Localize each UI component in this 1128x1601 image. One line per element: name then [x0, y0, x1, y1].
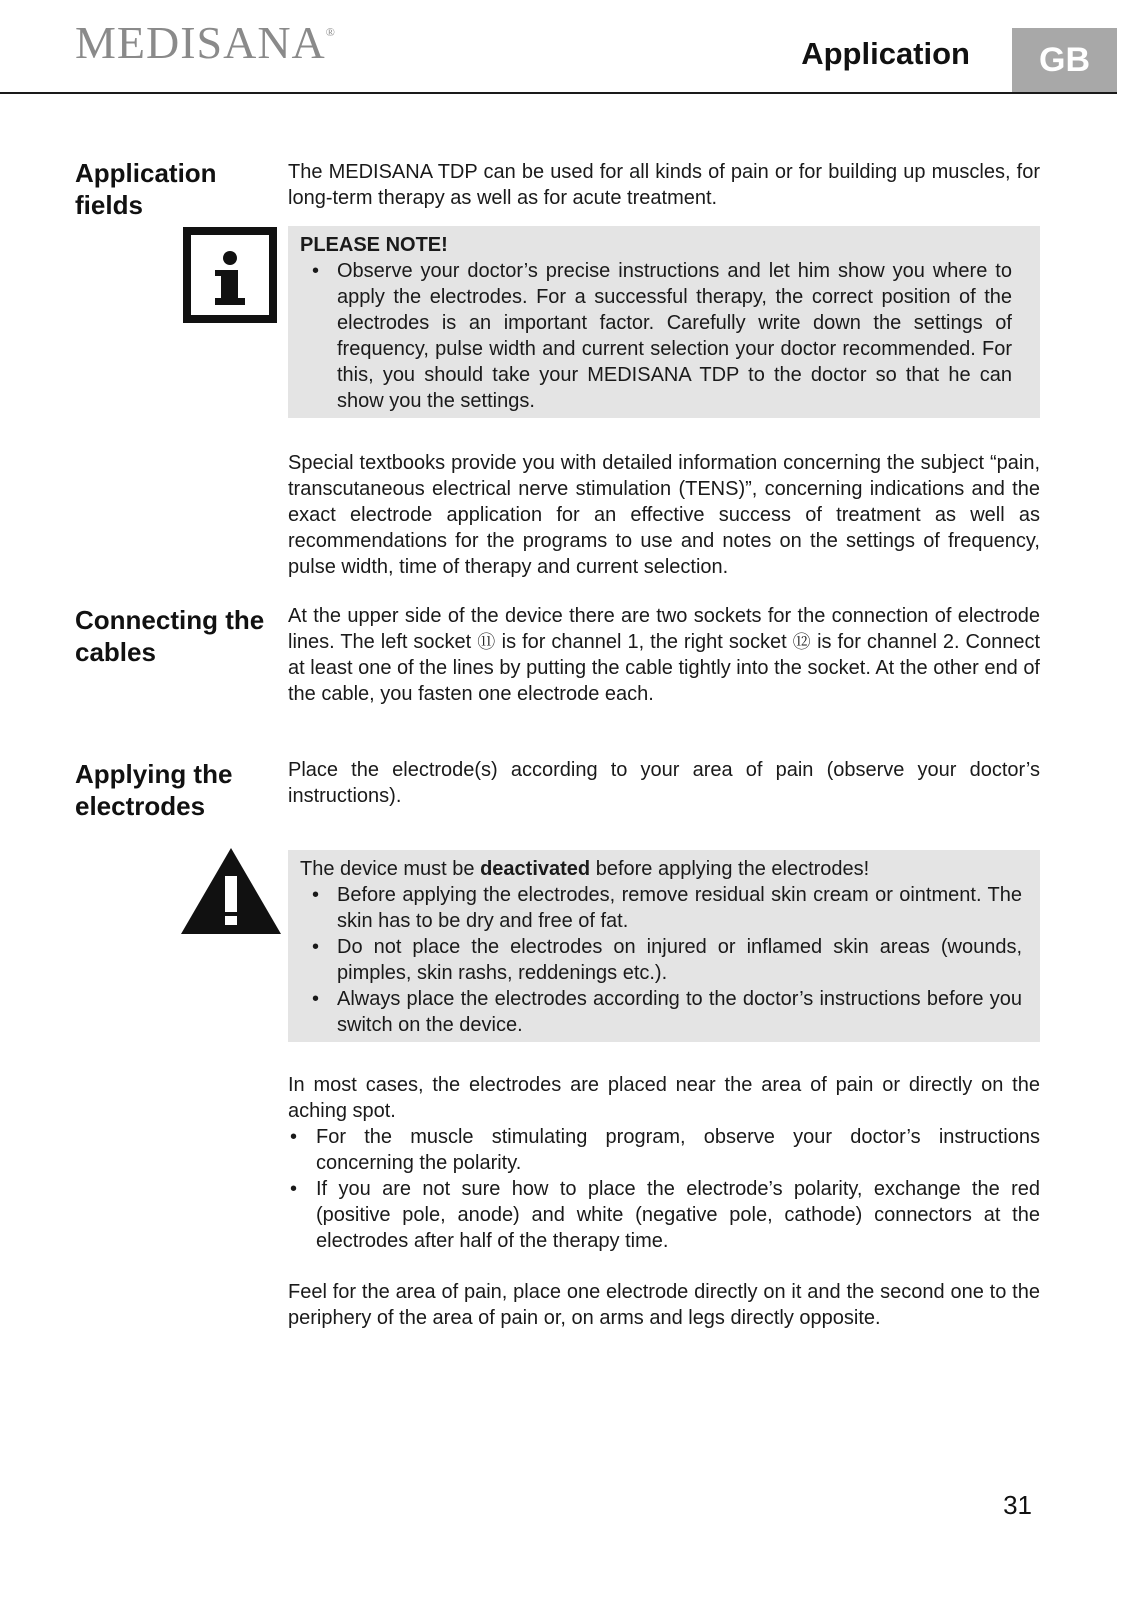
textbooks-paragraph: Special textbooks provide you with detailed information concerning the subject “pain, transcutaneous electrical nerve stimulation (TENS)”, concerning indications and the exact electrode application for an effective success of treatment as well as recommendations for the programs to use and notes on the settings of frequency, pulse width, time of therapy and current selection. — [288, 452, 1040, 578]
placement-item: • If you are not sure how to place the electrode’s polarity, exchange the red (positive pole, anode) and white (negative pole, cathode) connectors at the electrodes after half of the therapy time. — [288, 1176, 1040, 1254]
section-heading-application-fields: Application fields — [75, 158, 217, 220]
warning-item: • Do not place the electrodes on injured or inflamed skin areas (wounds, pimples, skin rashs, reddenings etc.). — [300, 934, 1022, 986]
section-heading-connecting-cables: Connecting the cables — [75, 605, 265, 667]
applying-electrodes-intro: Place the electrode(s) according to your area of pain (observe your doctor’s instructions). — [288, 759, 1040, 807]
deactivate-warning-box — [288, 850, 1040, 1042]
warning-emphasis: deactivated — [480, 858, 591, 880]
warning-list — [300, 882, 1022, 1038]
connecting-cables-paragraph: At the upper side of the device there are two sockets for the connection of electrode lines. The left socket ⑪ is for channel 1, the right socket ⑫ is for channel 2. Connect at least one of the lines by putting the cable tightly into the socket. At the other end of the cable, you fasten one electrode each. — [288, 605, 1041, 705]
placement-paragraph: In most cases, the electrodes are placed near the area of pain or directly on the aching spot. — [288, 1074, 1040, 1122]
feel-area-paragraph: Feel for the area of pain, place one electrode directly on it and the second one to the periphery of the area of pain or, on arms and legs directly opposite. — [288, 1281, 1040, 1329]
please-note-box — [288, 226, 1040, 418]
page-number: 31 — [1003, 1490, 1032, 1520]
warning-item: • Before applying the electrodes, remove residual skin cream or ointment. The skin has to be dry and free of fat. — [300, 882, 1022, 934]
section-heading-applying-electrodes: Applying the electrodes — [75, 759, 233, 821]
header-divider — [0, 92, 1117, 94]
info-icon — [183, 227, 277, 323]
logo-text: MEDISANA — [75, 17, 326, 68]
language-badge: GB — [1012, 28, 1117, 93]
registered-mark: ® — [325, 25, 336, 39]
warning-lead: The device must be deactivated before applying the electrodes! — [300, 858, 870, 880]
medisana-logo — [75, 17, 336, 68]
application-fields-intro: The MEDISANA TDP can be used for all kinds of pain or for building up muscles, for long-term therapy as well as for acute treatment. — [288, 161, 1040, 209]
placement-item: • For the muscle stimulating program, observe your doctor’s instructions concerning the polarity. — [288, 1124, 1040, 1176]
warning-item: • Always place the electrodes according to the doctor’s instructions before you switch on the device. — [300, 986, 1022, 1038]
socket-left-ref: ⑪ — [477, 632, 496, 652]
warning-icon — [181, 848, 281, 939]
socket-right-ref: ⑫ — [792, 632, 812, 652]
placement-list — [288, 1124, 1040, 1254]
note-title: PLEASE NOTE! — [300, 234, 448, 256]
note-list — [300, 258, 1012, 414]
page-title: Application — [801, 36, 970, 71]
note-item: • Observe your doctor’s precise instructions and let him show you where to apply the electrodes. For a successful therapy, the correct position of the electrodes is an important factor. Carefully write down the settings of frequency, pulse width and current selection your doctor recommended. For this, you should take your MEDISANA TDP to the doctor so that he can show you the settings. — [300, 258, 1012, 414]
placement-block — [288, 1072, 1040, 1254]
